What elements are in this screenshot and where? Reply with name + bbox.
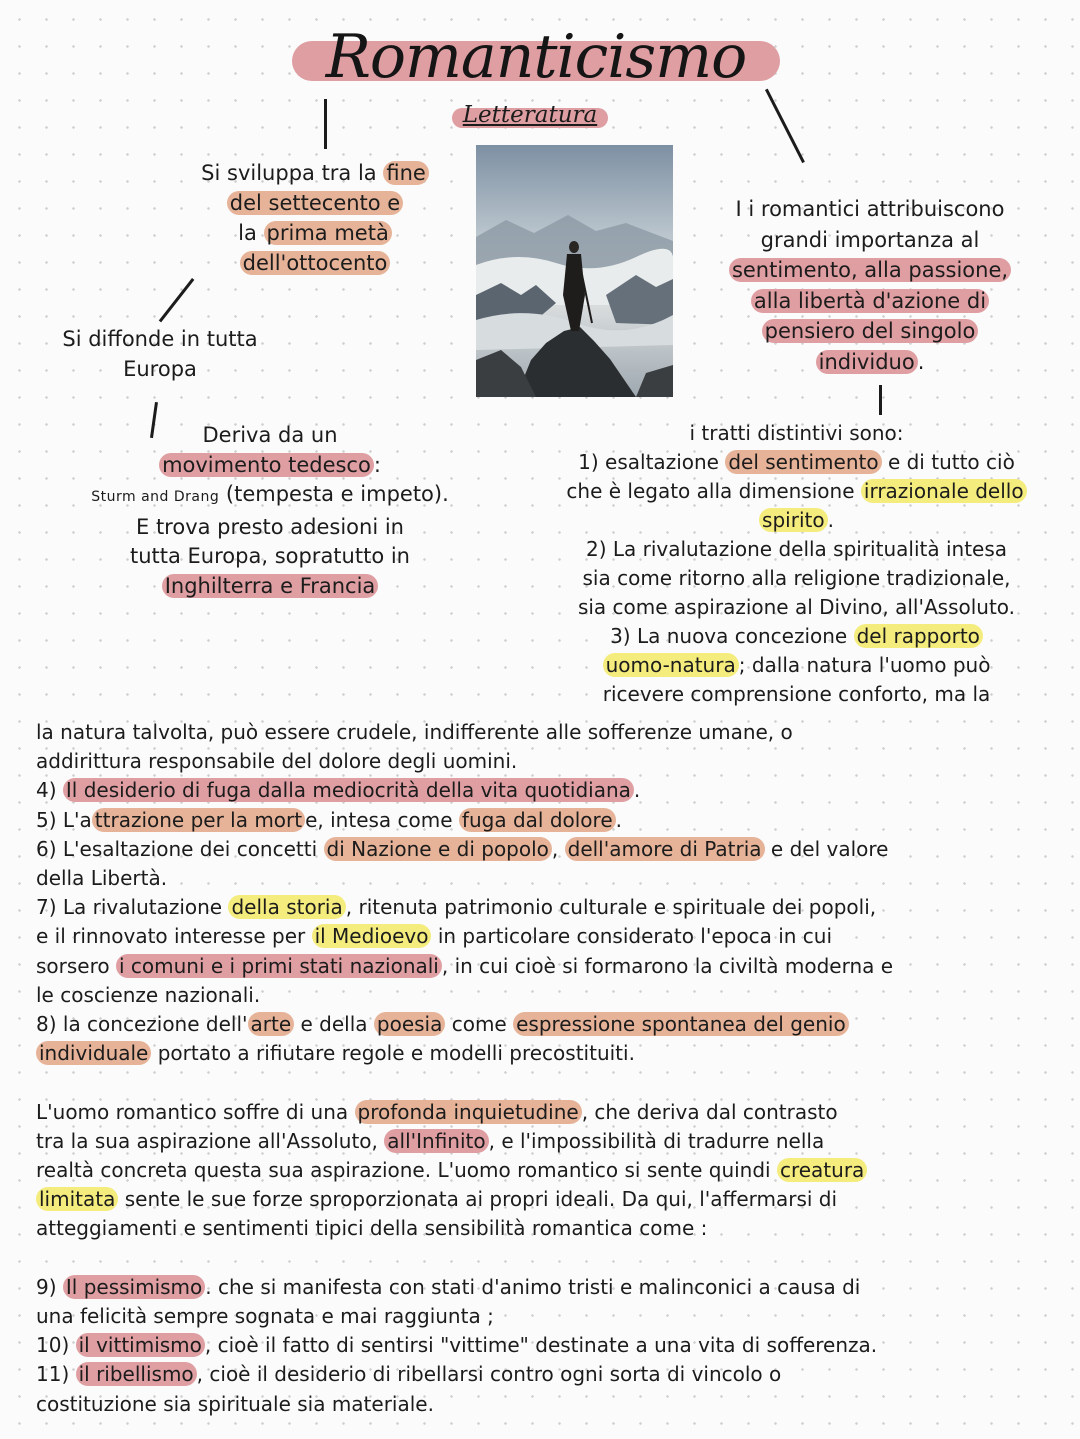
body-text-run: sorsero: [36, 953, 116, 978]
body-text-run: in particolare considerato l'epoca in cui: [431, 924, 833, 949]
origin-text: (tempesta e impeto).: [219, 482, 449, 506]
period-highlight: del settecento e: [227, 191, 403, 215]
spread-note: [30, 324, 290, 384]
trait-5: [36, 806, 1080, 835]
traits-heading: i tratti distintivi sono:: [689, 421, 904, 445]
romantics-highlight: pensiero del singolo: [762, 319, 979, 343]
body-highlight: limitata: [36, 1187, 118, 1211]
origin-text: E trova presto adesioni in: [136, 514, 404, 539]
body-highlight: della storia: [228, 895, 345, 919]
period-note: [160, 158, 470, 278]
origin-highlight: movimento tedesco: [159, 453, 374, 477]
body-highlight: arte: [248, 1012, 295, 1036]
traits-list: [513, 419, 1080, 709]
body-text-run: 7) La rivalutazione: [36, 895, 229, 920]
body-highlight: il Medioevo: [312, 924, 432, 948]
body-text-run: , cioè il fatto di sentirsi "vittime" destinate a una vita di sofferenza.: [204, 1333, 878, 1358]
trait-text: che è legato alla dimensione: [566, 479, 861, 503]
body-text-run: e della: [294, 1012, 374, 1037]
body-line: atteggiamenti e sentimenti tipici della sensibilità romantica come :: [36, 1216, 708, 1241]
body-text-run: ,: [551, 836, 565, 861]
body-text-run: tra la sua aspirazione all'Assoluto,: [36, 1128, 385, 1153]
body-text: [36, 718, 1080, 1419]
body-text-run: , che deriva dal contrasto: [581, 1099, 838, 1124]
body-text-run: , in cui cioè si formarono la civiltà moderna e: [441, 953, 894, 978]
body-highlight: espressione spontanea del genio: [513, 1012, 849, 1036]
romantics-highlight: alla libertà d'azione di: [751, 289, 989, 313]
romantics-text: .: [917, 349, 925, 374]
body-highlight: dell'amore di Patria: [565, 837, 765, 861]
trait-text: e di tutto ciò: [881, 450, 1015, 474]
body-text-run: . che si manifesta con stati d'animo tristi e malinconici a causa di: [205, 1274, 861, 1299]
trait-text: 1) esaltazione: [578, 450, 726, 474]
trait-highlight: del rapporto: [854, 624, 983, 648]
body-highlight: Il desiderio di fuga dalla mediocrità della vita quotidiana: [63, 778, 634, 802]
body-text-run: 4): [36, 778, 63, 803]
trait-text: 2) La rivalutazione della spiritualità intesa: [585, 537, 1008, 561]
body-line: della Libertà.: [36, 866, 168, 891]
body-highlight: il vittimismo: [76, 1333, 205, 1357]
body-highlight: creatura: [777, 1158, 867, 1182]
body-highlight: il ribellismo: [76, 1362, 197, 1386]
sturm-drang-label: Sturm and Drang: [91, 489, 220, 505]
trait-7: [36, 893, 1080, 922]
connector-line: [765, 89, 804, 163]
body-text-run: .: [633, 778, 641, 803]
body-text-run: e, intesa come: [305, 807, 459, 832]
body-text-run: , e l'impossibilità di tradurre nella: [488, 1128, 825, 1153]
wanderer-painting-icon: [476, 145, 673, 397]
trait-11: [36, 1360, 1080, 1389]
trait-4: [36, 776, 1080, 805]
body-highlight: fuga dal dolore: [459, 808, 616, 832]
origin-note: [35, 421, 505, 601]
body-line: la natura talvolta, può essere crudele, indifferente alle sofferenze umane, o: [36, 720, 793, 744]
body-highlight: ttrazione per la mort: [92, 808, 305, 832]
body-text-run: e del valore: [764, 836, 889, 861]
paragraph-gap: [36, 1068, 1080, 1097]
body-highlight: Il pessimismo: [63, 1275, 205, 1299]
trait-highlight: del sentimento: [725, 450, 881, 474]
trait-text: sia come aspirazione al Divino, all'Assoluto.: [577, 595, 1016, 619]
body-text-run: realtà concreta questa sua aspirazione. L'uomo romantico si sente quindi: [36, 1158, 777, 1183]
trait-9: [36, 1273, 1080, 1302]
spread-text: Si diffonde in tutta: [62, 327, 258, 351]
body-text-run: 8) la concezione dell': [36, 1012, 248, 1037]
page-subtitle: Letteratura: [462, 102, 598, 128]
body-highlight: poesia: [374, 1012, 445, 1036]
body-text-run: sente le sue forze sproporzionata ai propri ideali. Da qui, l'affermarsi di: [118, 1187, 838, 1212]
origin-text: tutta Europa, sopratutto in: [129, 544, 410, 568]
trait-8: [36, 1010, 1080, 1039]
body-text-run: 11): [36, 1362, 76, 1387]
body-text-run: come: [445, 1012, 514, 1037]
origin-highlight: Inghilterra e Francia: [162, 574, 379, 598]
body-line: una felicità sempre sognata e mai raggiunta ;: [36, 1304, 494, 1329]
body-highlight: di Nazione e di popolo: [324, 837, 552, 861]
trait-text: 3) La nuova concezione: [610, 624, 854, 648]
trait-10: [36, 1331, 1080, 1360]
body-text-run: .: [615, 807, 622, 832]
romantics-highlight: individuo: [816, 350, 918, 374]
body-highlight: i comuni e i primi stati nazionali: [116, 954, 442, 978]
body-text-run: , ritenuta patrimonio culturale e spirituale dei popoli,: [345, 895, 877, 920]
body-highlight: profonda inquietudine: [355, 1100, 582, 1124]
period-highlight: dell'ottocento: [240, 251, 391, 275]
body-highlight: all'Infinito: [384, 1129, 488, 1153]
body-line: costituzione sia spirituale sia materiale.: [36, 1391, 434, 1416]
body-text-run: 6) L'esaltazione dei concetti: [36, 836, 324, 861]
trait-text: .: [827, 508, 834, 532]
body-text-run: L'uomo romantico soffre di una: [36, 1099, 355, 1124]
connector-line: [879, 385, 882, 415]
body-line: addirittura responsabile del dolore degli uomini.: [36, 749, 518, 774]
origin-text: Deriva da un: [202, 423, 338, 447]
connector-line: [159, 278, 194, 322]
period-highlight: prima metà: [264, 221, 392, 245]
connector-line: [324, 99, 327, 149]
romantics-text: grandi importanza al: [760, 227, 980, 252]
body-highlight: individuale: [36, 1041, 151, 1065]
body-text-run: , cioè il desiderio di ribellarsi contro ogni sorta di vincolo o: [196, 1362, 782, 1387]
body-text-run: 9): [36, 1274, 63, 1299]
trait-text: ; dalla natura l'uomo può: [738, 653, 991, 677]
trait-highlight: irrazionale dello: [861, 479, 1027, 503]
romantics-note: [680, 194, 1060, 377]
origin-text: :: [373, 452, 381, 477]
romantics-highlight: sentimento, alla passione,: [729, 258, 1011, 282]
body-text-run: e il rinnovato interesse per: [36, 924, 312, 949]
period-highlight: fine: [383, 161, 428, 185]
trait-text: sia come ritorno alla religione tradizionale,: [582, 566, 1011, 590]
body-text-run: 5) L'a: [36, 807, 92, 832]
romantics-text: I i romantici attribuiscono: [735, 197, 1005, 221]
spread-text: Europa: [123, 357, 197, 381]
trait-6: [36, 835, 1080, 864]
page-title: Romanticismo: [325, 22, 747, 92]
paragraph-gap: [36, 1244, 1080, 1273]
body-text-run: 10): [36, 1333, 76, 1358]
trait-highlight: uomo-natura: [603, 653, 739, 677]
body-text-run: portato a rifiutare regole e modelli precostituiti.: [151, 1041, 635, 1066]
trait-highlight: spirito: [759, 508, 828, 532]
period-text: la: [238, 221, 264, 245]
trait-text: ricevere comprensione conforto, ma la: [602, 682, 991, 706]
period-text: Si sviluppa tra la: [201, 161, 384, 185]
body-line: le coscienze nazionali.: [36, 982, 261, 1007]
